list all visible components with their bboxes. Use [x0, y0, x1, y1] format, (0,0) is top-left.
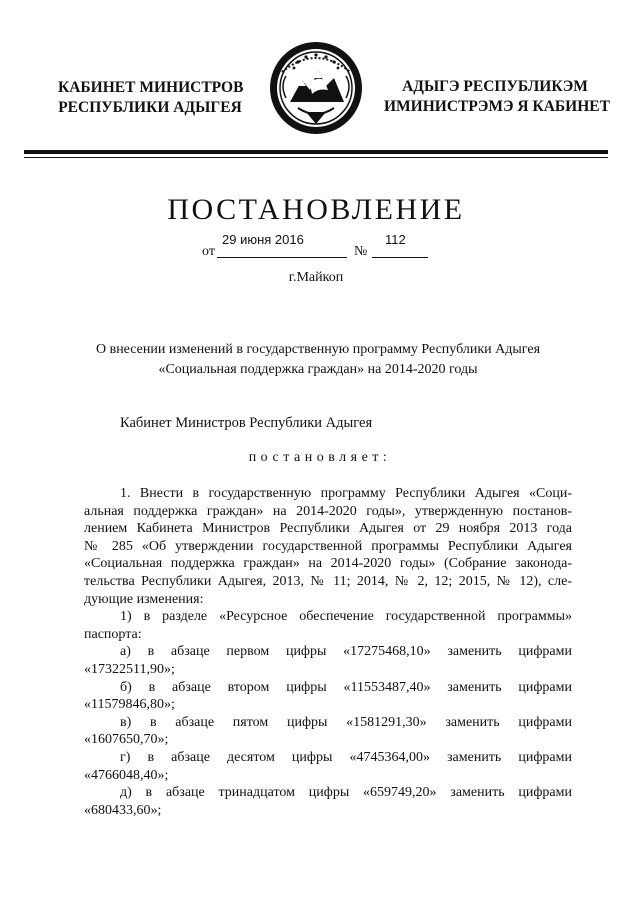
coat-of-arms-emblem-icon [268, 40, 364, 136]
body-line: альная поддержка граждан» на 2014-2020 годы», утвержденную постанов- [84, 503, 572, 519]
header-rule-thin [24, 157, 608, 158]
body-line: а) в абзаце первом цифры «17275468,10» заменить цифрами [120, 644, 572, 660]
issuer-name: Кабинет Министров Республики Адыгея [120, 415, 373, 431]
body-line: «11579846,80»; [84, 697, 175, 713]
body-line: д) в абзаце тринадцатом цифры «659749,20» заменить цифрами [120, 785, 572, 801]
header-left-ministry-name [58, 78, 242, 118]
body-line: «Социальная поддержка граждан» на 2014-2020 годы» (Собрание законода- [84, 556, 572, 572]
number-underline [372, 257, 428, 258]
subject-line: О внесении изменений в государственную программу Республики Адыгея [95, 342, 541, 357]
document-body [84, 485, 572, 819]
document-date: 29 июня 2016 [222, 232, 304, 247]
document-number: 112 [385, 232, 406, 247]
body-line: в) в абзаце пятом цифры «1581291,30» заменить цифрами [120, 714, 572, 730]
body-line: лением Кабинета Министров Республики Адыгея от 29 ноября 2013 года [84, 521, 572, 537]
header-right-line: ИМИНИСТРЭМЭ Я КАБИНЕТ [384, 98, 610, 115]
header-left-line: РЕСПУБЛИКИ АДЫГЕЯ [58, 99, 242, 116]
decree-word: постановляет: [248, 450, 392, 465]
body-line: г) в абзаце десятом цифры «4745364,00» заменить цифрами [120, 749, 572, 765]
body-line: «680433,60»; [84, 802, 162, 818]
body-line: «4766048,40»; [84, 767, 169, 783]
body-line: тельства Республики Адыгея, 2013, № 11; 2014, № 2, 12; 2015, № 12), сле- [84, 573, 572, 589]
body-line: «1607650,70»; [84, 732, 169, 748]
body-line: «17322511,90»; [84, 661, 175, 677]
body-line: 1. Внести в государственную программу Республики Адыгея «Соци- [120, 486, 572, 501]
subject-line: «Социальная поддержка граждан» на 2014-2020 годы [158, 362, 478, 377]
date-underline [217, 257, 347, 258]
date-number-line [0, 232, 640, 262]
header-rule-thick [24, 150, 608, 154]
header-right-line: АДЫГЭ РЕСПУБЛИКЭМ [402, 78, 588, 95]
header-right-ministry-name [384, 77, 610, 117]
document-title: ПОСТАНОВЛЕНИЕ [167, 193, 465, 226]
body-line: б) в абзаце втором цифры «11553487,40» заменить цифрами [120, 679, 572, 695]
header-left-line: КАБИНЕТ МИНИСТРОВ [58, 79, 244, 96]
body-line: № 285 «Об утверждении государственной программы Республики Адыгея [84, 538, 572, 554]
body-line: 1) в разделе «Ресурсное обеспечение государственной программы» [120, 609, 572, 625]
city-name: г.Майкоп [288, 270, 344, 285]
date-prefix: от [202, 244, 215, 259]
number-prefix: № [354, 244, 368, 259]
body-line: паспорта: [84, 626, 142, 642]
document-subject [60, 340, 576, 380]
body-line: дующие изменения: [84, 591, 204, 607]
